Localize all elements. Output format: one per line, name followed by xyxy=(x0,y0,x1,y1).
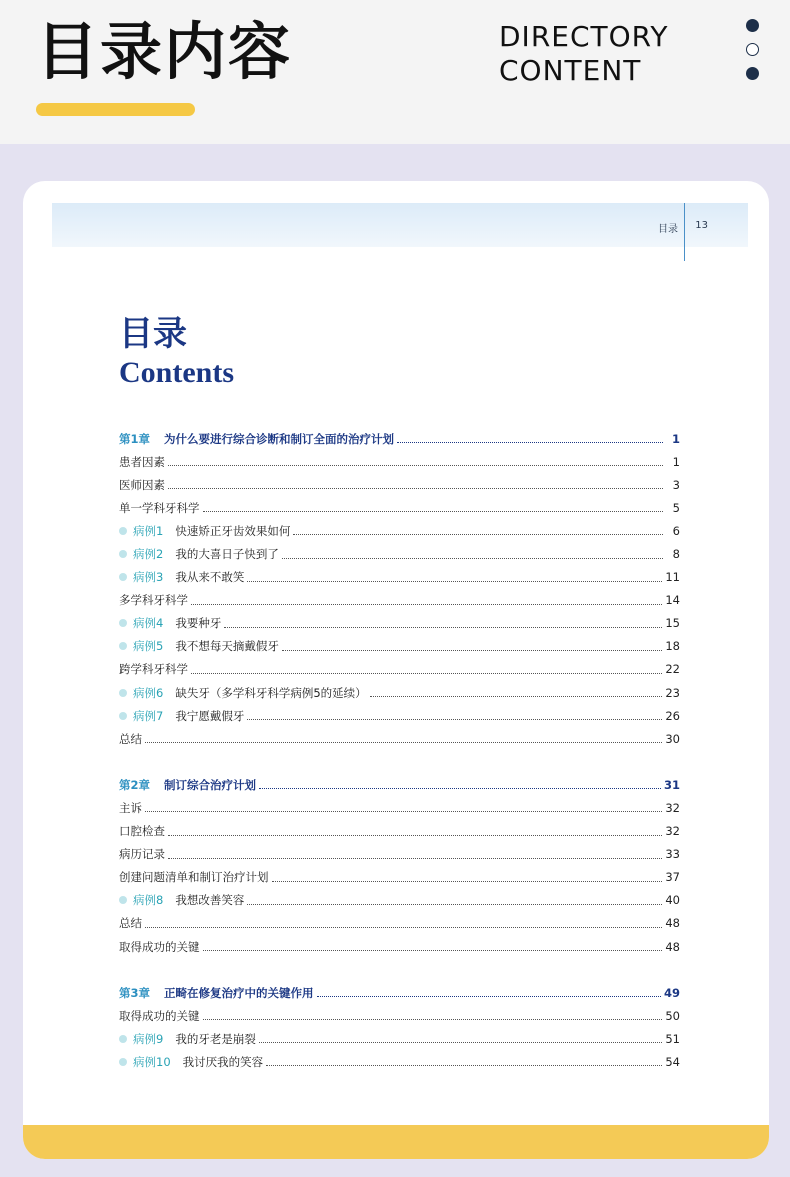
toc-section-entry[interactable] xyxy=(119,796,680,819)
page-number: 33 xyxy=(665,847,680,862)
toc-section-entry[interactable] xyxy=(119,1004,680,1027)
entry-title: 缺失牙（多学科牙科学病例5的延续） xyxy=(175,685,367,700)
dot-leader xyxy=(247,904,662,905)
page-number: 32 xyxy=(665,824,680,839)
entry-title: 跨学科牙科学 xyxy=(119,662,188,677)
dot-leader xyxy=(282,558,663,559)
page-number: 48 xyxy=(665,939,680,954)
dot-leader xyxy=(203,511,664,512)
chapter-number: 第2章 xyxy=(119,777,151,792)
dot-leader xyxy=(370,696,663,697)
card-bottom-band xyxy=(23,1125,769,1159)
case-label: 病例2 xyxy=(133,547,164,562)
case-label: 病例3 xyxy=(133,570,164,585)
toc-case-entry[interactable] xyxy=(119,635,680,658)
entry-title: 我的牙老是崩裂 xyxy=(175,1031,256,1046)
dot-leader xyxy=(203,950,663,951)
toc-section-entry[interactable] xyxy=(119,843,680,866)
toc-chapter-3[interactable] xyxy=(119,981,680,1004)
toc-case-entry[interactable] xyxy=(119,542,680,565)
chapter-number: 第3章 xyxy=(119,985,151,1000)
banner-title-zh: 目录内容 xyxy=(36,15,293,88)
entry-title: 总结 xyxy=(119,916,142,931)
toc-case-entry[interactable] xyxy=(119,704,680,727)
table-of-contents xyxy=(119,427,680,1073)
entry-title: 医师因素 xyxy=(119,477,165,492)
chapter-2-entries xyxy=(119,796,680,958)
decorative-dots xyxy=(746,19,762,91)
entry-title: 总结 xyxy=(119,731,142,746)
banner-title-en-line1: DIRECTORY xyxy=(499,20,669,53)
bullet-dot-icon xyxy=(119,550,127,558)
case-label: 病例7 xyxy=(133,708,164,723)
page-number: 30 xyxy=(665,731,680,746)
dot-leader xyxy=(317,996,661,997)
dot-leader xyxy=(168,858,662,859)
toc-case-entry[interactable] xyxy=(119,566,680,589)
page-number: 18 xyxy=(665,639,680,654)
case-label: 病例5 xyxy=(133,639,164,654)
dot-leader xyxy=(191,604,662,605)
page-number: 23 xyxy=(665,685,680,700)
dot-leader xyxy=(145,811,662,812)
dot-leader xyxy=(293,534,663,535)
entry-title: 患者因素 xyxy=(119,454,165,469)
case-label: 病例6 xyxy=(133,685,164,700)
page-number: 32 xyxy=(665,800,680,815)
dot-leader xyxy=(247,581,662,582)
toc-section-entry[interactable] xyxy=(119,473,680,496)
toc-section-entry[interactable] xyxy=(119,658,680,681)
page-number: 49 xyxy=(663,985,680,1000)
contents-heading-en: Contents xyxy=(119,356,235,389)
page-number: 48 xyxy=(665,916,680,931)
chapter-1-entries xyxy=(119,450,680,750)
toc-case-entry[interactable] xyxy=(119,519,680,542)
page-number: 15 xyxy=(665,616,680,631)
banner-title-en-line2: CONTENT xyxy=(499,54,642,87)
entry-title: 口腔检查 xyxy=(119,824,165,839)
toc-section-entry[interactable] xyxy=(119,727,680,750)
bullet-dot-icon xyxy=(119,619,127,627)
bullet-dot-icon xyxy=(119,642,127,650)
toc-case-entry[interactable] xyxy=(119,889,680,912)
chapter-title: 为什么要进行综合诊断和制订全面的治疗计划 xyxy=(164,431,395,446)
book-page-card xyxy=(23,181,769,1159)
dot-leader xyxy=(224,627,662,628)
bullet-dot-icon xyxy=(119,1035,127,1043)
dot-leader xyxy=(272,881,663,882)
toc-chapter-2[interactable] xyxy=(119,773,680,796)
dot-leader xyxy=(168,488,663,489)
banner-title-en xyxy=(499,20,668,88)
entry-title: 创建问题清单和制订治疗计划 xyxy=(119,870,269,885)
entry-title: 多学科牙科学 xyxy=(119,593,188,608)
entry-title: 病历记录 xyxy=(119,847,165,862)
chapter-gap xyxy=(119,750,680,773)
page-number: 11 xyxy=(665,570,680,585)
chapter-gap xyxy=(119,958,680,981)
dot-leader xyxy=(247,719,662,720)
toc-section-entry[interactable] xyxy=(119,912,680,935)
entry-title: 我宁愿戴假牙 xyxy=(175,708,245,723)
toc-case-entry[interactable] xyxy=(119,612,680,635)
bullet-dot-icon xyxy=(119,689,127,697)
page-number: 37 xyxy=(665,870,680,885)
page-number: 40 xyxy=(665,893,680,908)
toc-case-entry[interactable] xyxy=(119,681,680,704)
entry-title: 单一学科牙科学 xyxy=(119,500,200,515)
page-number: 54 xyxy=(665,1054,680,1069)
entry-title: 我的大喜日子快到了 xyxy=(175,547,279,562)
dot-leader xyxy=(168,465,663,466)
page-number: 31 xyxy=(663,777,680,792)
top-banner xyxy=(0,0,790,144)
toc-section-entry[interactable] xyxy=(119,589,680,612)
toc-section-entry[interactable] xyxy=(119,935,680,958)
page-number: 6 xyxy=(672,523,680,538)
page-number: 22 xyxy=(665,662,680,677)
dot-leader xyxy=(191,673,662,674)
entry-title: 取得成功的关键 xyxy=(119,939,200,954)
entry-title: 我要种牙 xyxy=(175,616,222,631)
dot-leader xyxy=(145,927,662,928)
toc-section-entry[interactable] xyxy=(119,450,680,473)
case-label: 病例8 xyxy=(133,893,164,908)
entry-title: 我从来不敢笑 xyxy=(175,570,245,585)
entry-title: 快速矫正牙齿效果如何 xyxy=(175,523,291,538)
page-number: 5 xyxy=(672,500,680,515)
title-underline-bar xyxy=(36,103,195,116)
dot-icon xyxy=(746,19,759,32)
entry-title: 我想改善笑容 xyxy=(175,893,245,908)
dot-leader xyxy=(259,788,661,789)
entry-title: 主诉 xyxy=(119,800,142,815)
toc-section-entry[interactable] xyxy=(119,866,680,889)
case-label: 病例10 xyxy=(133,1054,171,1069)
chapter-title: 制订综合治疗计划 xyxy=(164,777,257,792)
dot-leader xyxy=(259,1042,663,1043)
contents-heading-zh: 目录 xyxy=(119,314,187,354)
header-divider xyxy=(684,203,685,261)
toc-section-entry[interactable] xyxy=(119,496,680,519)
page-number: 1 xyxy=(671,431,680,446)
page-number: 14 xyxy=(665,593,680,608)
page-number: 3 xyxy=(672,477,680,492)
bullet-dot-icon xyxy=(119,1058,127,1066)
entry-title: 取得成功的关键 xyxy=(119,1008,200,1023)
bullet-dot-icon xyxy=(119,896,127,904)
dot-icon xyxy=(746,43,759,56)
dot-icon xyxy=(746,67,759,80)
running-header-label: 目录 xyxy=(658,224,678,235)
toc-chapter-1[interactable] xyxy=(119,427,680,450)
running-header-page-number: 13 xyxy=(695,220,708,231)
toc-case-entry[interactable] xyxy=(119,1050,680,1073)
entry-title: 我讨厌我的笑容 xyxy=(182,1054,264,1069)
bullet-dot-icon xyxy=(119,527,127,535)
dot-leader xyxy=(266,1065,662,1066)
case-label: 病例1 xyxy=(133,523,164,538)
dot-leader xyxy=(282,650,663,651)
page-number: 50 xyxy=(665,1008,680,1023)
page-number: 26 xyxy=(665,708,680,723)
bullet-dot-icon xyxy=(119,712,127,720)
bullet-dot-icon xyxy=(119,573,127,581)
page-number: 51 xyxy=(665,1031,680,1046)
chapter-title: 正畸在修复治疗中的关键作用 xyxy=(164,985,314,1000)
case-label: 病例9 xyxy=(133,1031,164,1046)
page-number: 8 xyxy=(672,547,680,562)
dot-leader xyxy=(145,742,662,743)
case-label: 病例4 xyxy=(133,616,164,631)
dot-leader xyxy=(168,835,662,836)
dot-leader xyxy=(203,1019,663,1020)
entry-title: 我不想每天摘戴假牙 xyxy=(175,639,279,654)
page-running-header xyxy=(52,203,748,247)
toc-case-entry[interactable] xyxy=(119,1027,680,1050)
chapter-number: 第1章 xyxy=(119,431,151,446)
dot-leader xyxy=(397,442,663,443)
page-number: 1 xyxy=(672,454,680,469)
toc-section-entry[interactable] xyxy=(119,820,680,843)
chapter-3-entries xyxy=(119,1004,680,1073)
